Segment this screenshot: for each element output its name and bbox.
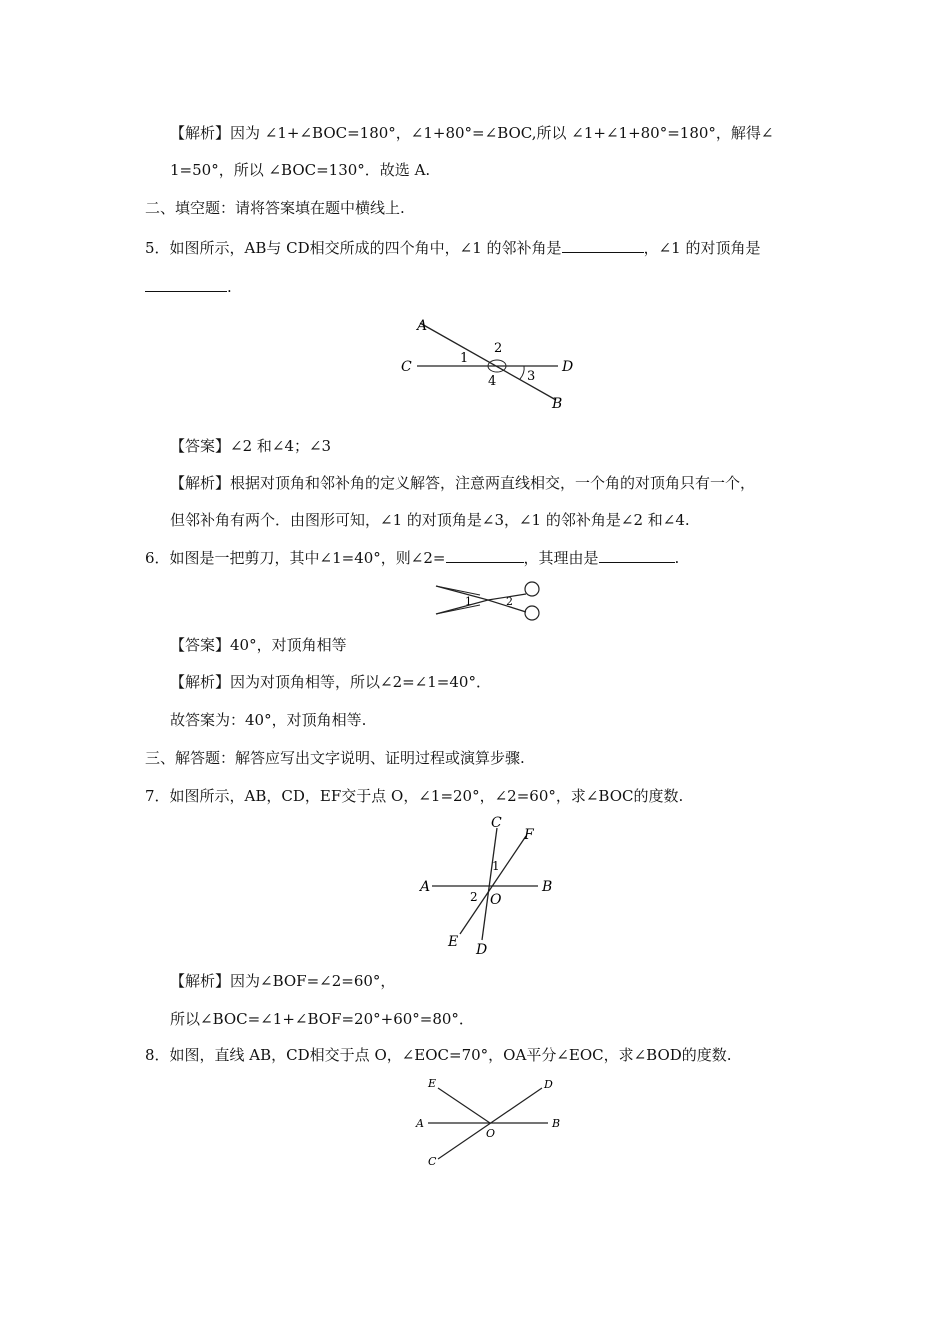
q6-text-2: ，其理由是 [523, 549, 599, 567]
q4-analysis-line1: 【解析】因为 ∠1+∠BOC=180°，∠1+80°=∠BOC,所以 ∠1+∠1+80°=180°，解得∠ [170, 124, 774, 142]
angle3-arc [520, 366, 524, 379]
label-angle4: 4 [488, 374, 497, 389]
label-f: F [524, 827, 534, 843]
q6-blank-1[interactable] [446, 548, 524, 563]
q6-question [145, 548, 679, 568]
q5-question-cont [145, 277, 232, 297]
label-a: A [420, 879, 431, 895]
label-angle1: 1 [465, 595, 472, 608]
q5-blank-1[interactable] [562, 238, 644, 253]
label-d: D [544, 1078, 553, 1091]
label-d: D [562, 359, 574, 375]
label-b: B [542, 879, 553, 895]
blade-edge-1 [436, 586, 480, 595]
label-angle2: 2 [506, 595, 513, 608]
label-b: B [552, 1117, 561, 1130]
label-e: E [428, 1077, 437, 1090]
q8-figure [410, 1074, 570, 1169]
q6-text-3: . [674, 549, 680, 567]
label-b: B [552, 396, 563, 412]
line-cd [482, 828, 497, 940]
section2-heading: 二、填空题：请将答案填在题中横线上. [145, 199, 405, 217]
q5-analysis-line2: 但邻补角有两个．由图形可知，∠1 的对顶角是∠3，∠1 的邻补角是∠2 和∠4. [170, 511, 690, 529]
ray-oe [438, 1088, 490, 1123]
q5-blank-2[interactable] [145, 277, 227, 292]
q7-analysis-line2: 所以∠BOC=∠1+∠BOF=20°+60°=80°． [170, 1010, 474, 1028]
scissor-handle-lower [525, 606, 539, 620]
label-c: C [491, 815, 502, 831]
label-a: A [416, 1117, 424, 1130]
q6-scissors-figure [430, 576, 545, 624]
q8-question: 8．如图，直线 AB，CD相交于点 O，∠EOC=70°，OA平分∠EOC，求∠BOD的度数. [145, 1046, 732, 1064]
q6-text-1: 6．如图是一把剪刀，其中∠1=40°，则∠2= [145, 549, 446, 567]
q5-text-1: 5．如图所示，AB与 CD相交所成的四个角中，∠1 的邻补角是 [145, 239, 562, 257]
q5-question [145, 238, 760, 258]
q4-analysis-line2: 1=50°，所以 ∠BOC=130°．故选 A. [170, 161, 431, 179]
label-o: O [486, 1127, 496, 1140]
q5-answer: 【答案】∠2 和∠4；∠3 [170, 437, 332, 455]
q6-analysis-line2: 故答案为：40°，对顶角相等. [170, 711, 367, 729]
q7-analysis-line1: 【解析】因为∠BOF=∠2=60°， [170, 972, 396, 990]
label-angle1: 1 [460, 351, 469, 366]
label-c: C [401, 359, 412, 375]
q6-analysis-line1: 【解析】因为对顶角相等，所以∠2=∠1=40°． [170, 673, 491, 691]
q5-text-3: . [227, 278, 232, 296]
section3-heading: 三、解答题：解答应写出文字说明、证明过程或演算步骤. [145, 749, 525, 767]
line-ef [460, 836, 526, 934]
q6-blank-2[interactable] [599, 548, 675, 563]
q6-answer: 【答案】40°，对顶角相等 [170, 636, 347, 654]
label-o: O [490, 892, 502, 908]
q5-figure [390, 310, 590, 415]
q7-figure [418, 812, 568, 962]
q5-analysis-line1: 【解析】根据对顶角和邻补角的定义解答，注意两直线相交，一个角的对顶角只有一个， [170, 474, 756, 492]
scissor-handle-upper [525, 582, 539, 596]
blade-edge-2 [436, 605, 480, 614]
label-a: A [417, 318, 428, 334]
label-angle1: 1 [492, 859, 500, 873]
label-d: D [476, 942, 488, 958]
q5-text-2: ，∠1 的对顶角是 [643, 239, 761, 257]
label-angle2: 2 [494, 341, 503, 356]
label-angle2: 2 [470, 890, 478, 904]
q7-question: 7．如图所示，AB，CD，EF交于点 O，∠1=20°，∠2=60°，求∠BOC的度数. [145, 787, 684, 805]
label-angle3: 3 [527, 369, 536, 384]
label-e: E [448, 934, 459, 950]
label-c: C [428, 1155, 437, 1168]
